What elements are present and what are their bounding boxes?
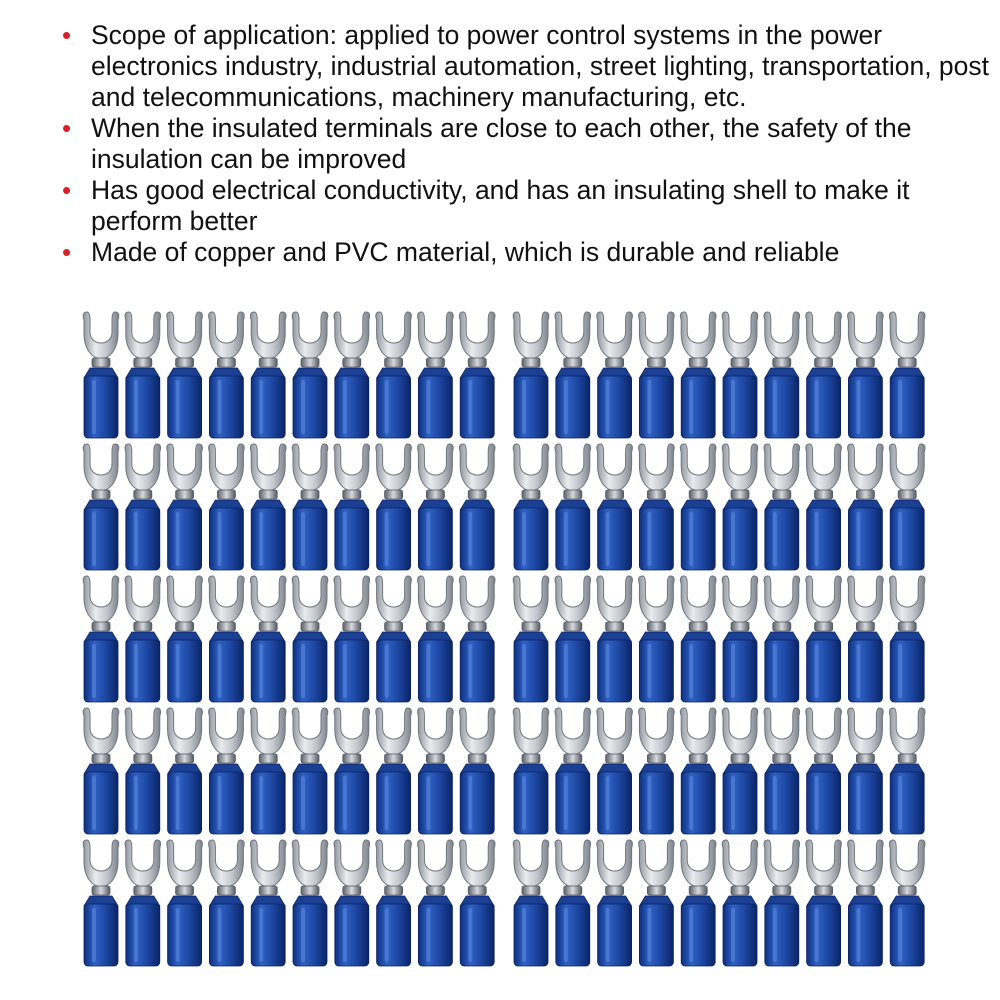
blue-spade-terminal-icon bbox=[459, 312, 495, 438]
blue-spade-terminal-icon bbox=[680, 708, 716, 834]
blue-spade-terminal-icon bbox=[513, 576, 549, 702]
blue-spade-terminal-icon bbox=[722, 312, 758, 438]
blue-spade-terminal-icon bbox=[597, 708, 633, 834]
blue-spade-terminal-icon bbox=[125, 576, 161, 702]
blue-spade-terminal-icon bbox=[292, 444, 328, 570]
blue-spade-terminal-icon bbox=[555, 840, 591, 966]
blue-spade-terminal-icon bbox=[418, 444, 454, 570]
blue-spade-terminal-icon bbox=[167, 840, 203, 966]
blue-spade-terminal-icon bbox=[292, 312, 328, 438]
blue-spade-terminal-icon bbox=[680, 312, 716, 438]
feature-item bbox=[62, 237, 992, 268]
blue-spade-terminal-icon bbox=[376, 576, 412, 702]
blue-spade-terminal-icon bbox=[125, 840, 161, 966]
feature-text: Has good electrical conductivity, and has an insulating shell to make it perform better bbox=[91, 175, 910, 236]
blue-spade-terminal-icon bbox=[83, 840, 119, 966]
bullet-icon: • bbox=[62, 237, 72, 267]
blue-spade-terminal-icon bbox=[764, 312, 800, 438]
blue-spade-terminal-icon bbox=[376, 312, 412, 438]
blue-spade-terminal-icon bbox=[806, 444, 842, 570]
blue-spade-terminal-icon bbox=[722, 840, 758, 966]
blue-spade-terminal-icon bbox=[555, 708, 591, 834]
blue-spade-terminal-icon bbox=[764, 576, 800, 702]
blue-spade-terminal-icon bbox=[680, 444, 716, 570]
blue-spade-terminal-icon bbox=[167, 444, 203, 570]
blue-spade-terminal-icon bbox=[848, 708, 884, 834]
blue-spade-terminal-icon bbox=[848, 576, 884, 702]
blue-spade-terminal-icon bbox=[889, 708, 925, 834]
blue-spade-terminal-icon bbox=[764, 840, 800, 966]
blue-spade-terminal-icon bbox=[639, 840, 675, 966]
blue-spade-terminal-icon bbox=[722, 576, 758, 702]
blue-spade-terminal-icon bbox=[639, 444, 675, 570]
blue-spade-terminal-icon bbox=[418, 708, 454, 834]
blue-spade-terminal-icon bbox=[125, 312, 161, 438]
blue-spade-terminal-icon bbox=[597, 312, 633, 438]
blue-spade-terminal-icon bbox=[334, 444, 370, 570]
blue-spade-terminal-icon bbox=[680, 840, 716, 966]
blue-spade-terminal-icon bbox=[83, 576, 119, 702]
blue-spade-terminal-icon bbox=[889, 840, 925, 966]
blue-spade-terminal-icon bbox=[889, 312, 925, 438]
blue-spade-terminal-icon bbox=[889, 444, 925, 570]
blue-spade-terminal-icon bbox=[459, 576, 495, 702]
blue-spade-terminal-icon bbox=[83, 708, 119, 834]
blue-spade-terminal-icon bbox=[680, 576, 716, 702]
blue-spade-terminal-icon bbox=[513, 840, 549, 966]
blue-spade-terminal-icon bbox=[250, 312, 286, 438]
blue-spade-terminal-icon bbox=[209, 312, 245, 438]
blue-spade-terminal-icon bbox=[209, 708, 245, 834]
bullet-icon: • bbox=[62, 113, 72, 143]
blue-spade-terminal-icon bbox=[334, 708, 370, 834]
blue-spade-terminal-icon bbox=[250, 840, 286, 966]
feature-text: Made of copper and PVC material, which is durable and reliable bbox=[91, 237, 840, 267]
blue-spade-terminal-icon bbox=[639, 312, 675, 438]
feature-text: Scope of application: applied to power control systems in the power electronics industry, industrial automation, street lighting, transportation, post and telecommunications, machinery manufacturing, etc. bbox=[91, 20, 990, 112]
blue-spade-terminal-icon bbox=[167, 576, 203, 702]
blue-spade-terminal-icon bbox=[597, 576, 633, 702]
blue-spade-terminal-icon bbox=[292, 708, 328, 834]
blue-spade-terminal-icon bbox=[418, 312, 454, 438]
blue-spade-terminal-icon bbox=[555, 444, 591, 570]
blue-spade-terminal-icon bbox=[806, 840, 842, 966]
blue-spade-terminal-icon bbox=[806, 576, 842, 702]
blue-spade-terminal-icon bbox=[555, 576, 591, 702]
feature-text: When the insulated terminals are close to each other, the safety of the insulation can be improved bbox=[91, 113, 912, 174]
blue-spade-terminal-icon bbox=[334, 576, 370, 702]
blue-spade-terminal-icon bbox=[209, 840, 245, 966]
blue-spade-terminal-icon bbox=[764, 708, 800, 834]
blue-spade-terminal-icon bbox=[125, 708, 161, 834]
blue-spade-terminal-icon bbox=[848, 444, 884, 570]
blue-spade-terminal-icon bbox=[722, 444, 758, 570]
blue-spade-terminal-icon bbox=[513, 708, 549, 834]
blue-spade-terminal-icon bbox=[250, 444, 286, 570]
terminal-grid bbox=[0, 300, 1000, 1000]
blue-spade-terminal-icon bbox=[334, 312, 370, 438]
blue-spade-terminal-icon bbox=[167, 312, 203, 438]
blue-spade-terminal-icon bbox=[459, 840, 495, 966]
blue-spade-terminal-icon bbox=[83, 312, 119, 438]
feature-list bbox=[62, 20, 992, 268]
blue-spade-terminal-icon bbox=[83, 444, 119, 570]
blue-spade-terminal-icon bbox=[848, 312, 884, 438]
blue-spade-terminal-icon bbox=[250, 576, 286, 702]
blue-spade-terminal-icon bbox=[418, 576, 454, 702]
blue-spade-terminal-icon bbox=[555, 312, 591, 438]
blue-spade-terminal-icon bbox=[639, 708, 675, 834]
blue-spade-terminal-icon bbox=[418, 840, 454, 966]
blue-spade-terminal-icon bbox=[167, 708, 203, 834]
blue-spade-terminal-icon bbox=[292, 576, 328, 702]
blue-spade-terminal-icon bbox=[292, 840, 328, 966]
blue-spade-terminal-icon bbox=[125, 444, 161, 570]
bullet-icon: • bbox=[62, 20, 72, 50]
blue-spade-terminal-icon bbox=[597, 840, 633, 966]
blue-spade-terminal-icon bbox=[764, 444, 800, 570]
blue-spade-terminal-icon bbox=[376, 444, 412, 570]
feature-item bbox=[62, 113, 992, 175]
blue-spade-terminal-icon bbox=[639, 576, 675, 702]
feature-item bbox=[62, 175, 992, 237]
feature-item bbox=[62, 20, 992, 113]
blue-spade-terminal-icon bbox=[376, 708, 412, 834]
blue-spade-terminal-icon bbox=[722, 708, 758, 834]
blue-spade-terminal-icon bbox=[848, 840, 884, 966]
blue-spade-terminal-icon bbox=[459, 708, 495, 834]
bullet-icon: • bbox=[62, 175, 72, 205]
blue-spade-terminal-icon bbox=[250, 708, 286, 834]
blue-spade-terminal-icon bbox=[597, 444, 633, 570]
blue-spade-terminal-icon bbox=[513, 312, 549, 438]
blue-spade-terminal-icon bbox=[209, 444, 245, 570]
blue-spade-terminal-icon bbox=[459, 444, 495, 570]
blue-spade-terminal-icon bbox=[334, 840, 370, 966]
blue-spade-terminal-icon bbox=[806, 708, 842, 834]
blue-spade-terminal-icon bbox=[513, 444, 549, 570]
blue-spade-terminal-icon bbox=[376, 840, 412, 966]
blue-spade-terminal-icon bbox=[889, 576, 925, 702]
blue-spade-terminal-icon bbox=[806, 312, 842, 438]
blue-spade-terminal-icon bbox=[209, 576, 245, 702]
